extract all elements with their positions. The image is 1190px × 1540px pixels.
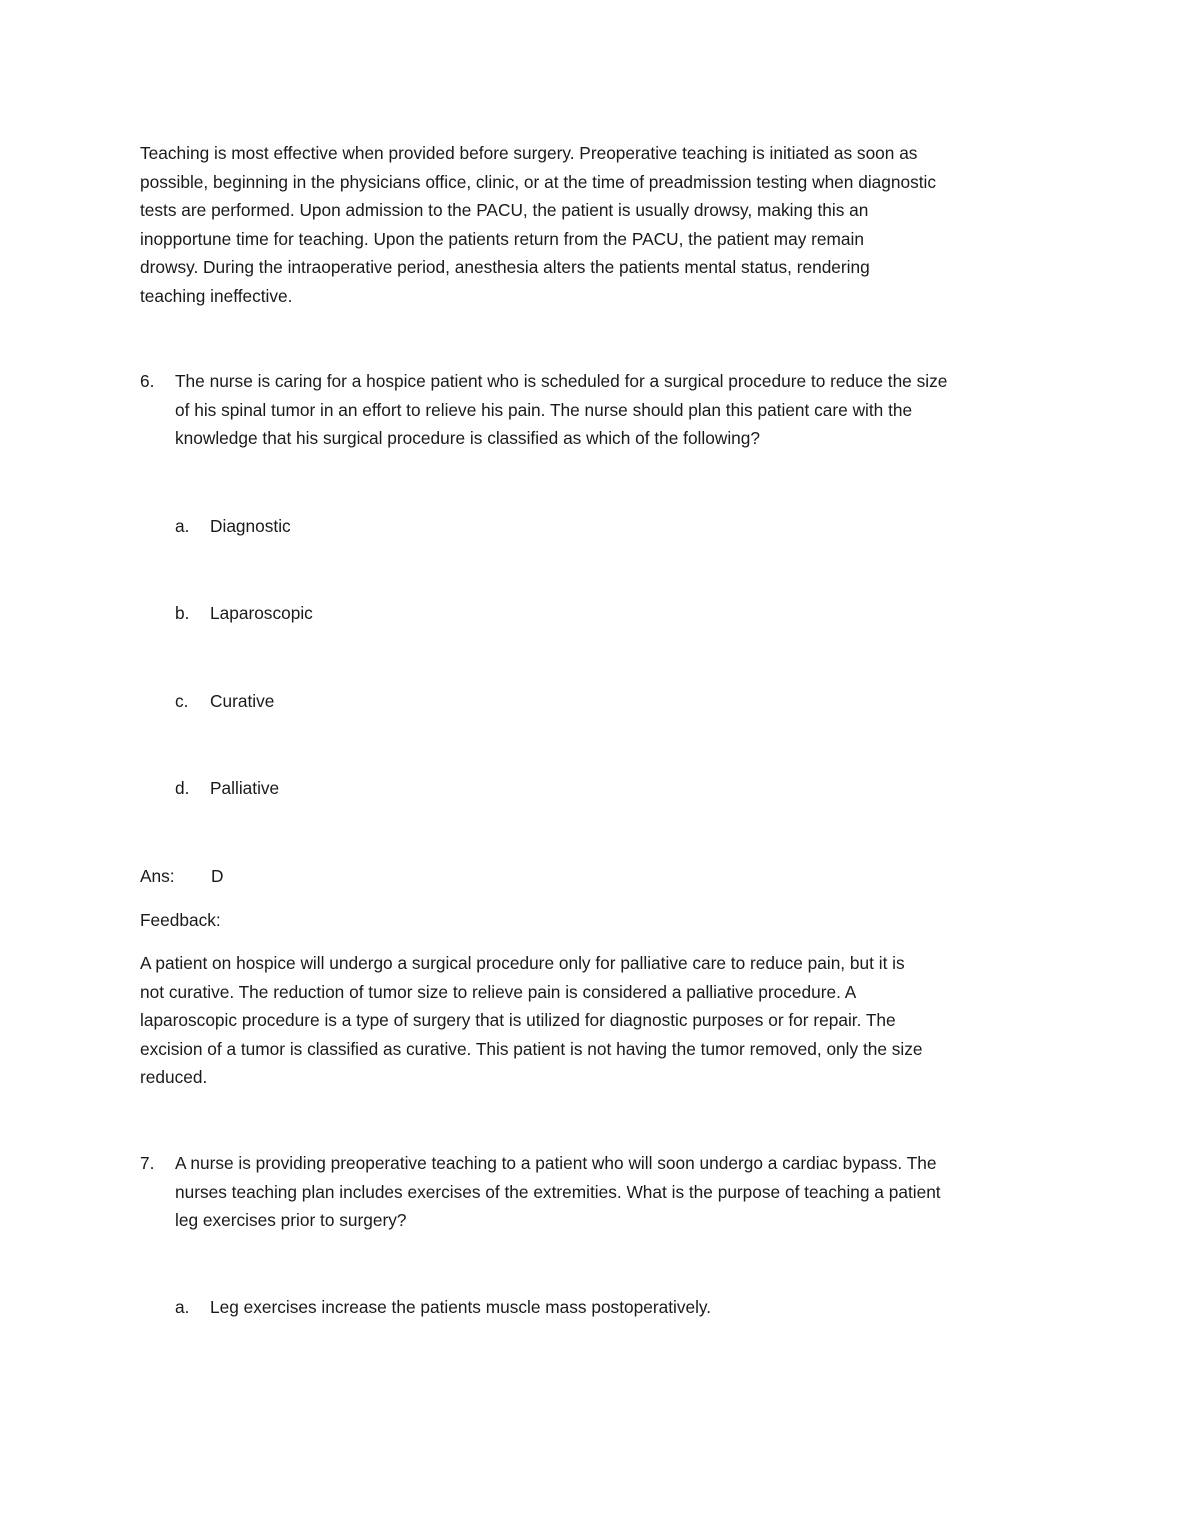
answer-value: D (211, 866, 224, 886)
text-line: laparoscopic procedure is a type of surgery that is utilized for diagnostic purposes or for repair. The (140, 1010, 896, 1030)
option-text: Curative (210, 691, 275, 711)
text-line: tests are performed. Upon admission to the PACU, the patient is usually drowsy, making this an (140, 200, 869, 220)
text-line: The nurse is caring for a hospice patient who is scheduled for a surgical procedure to reduce the size (175, 371, 948, 391)
text-line: inopportune time for teaching. Upon the patients return from the PACU, the patient may remain (140, 228, 864, 249)
option-text: Laparoscopic (210, 603, 313, 623)
feedback-text (140, 949, 923, 1092)
text-line: A patient on hospice will undergo a surgical procedure only for palliative care to reduce pain, but it is (140, 953, 905, 973)
question-text (175, 1149, 941, 1235)
text-line: A nurse is providing preoperative teaching to a patient who will soon undergo a cardiac bypass. The (175, 1153, 937, 1173)
question-number: 6. (140, 371, 155, 391)
text-line: nurses teaching plan includes exercises of the extremities. What is the purpose of teaching a patient (175, 1181, 941, 1202)
intro-paragraph (140, 139, 936, 310)
text-line: drowsy. During the intraoperative period, anesthesia alters the patients mental status, rendering (140, 257, 870, 277)
answer-label: Ans: (140, 866, 175, 886)
question-number: 7. (140, 1153, 155, 1173)
option-letter: a. (175, 1297, 190, 1317)
text-line: leg exercises prior to surgery? (175, 1210, 407, 1230)
option-letter: c. (175, 691, 189, 711)
text-line: reduced. (140, 1067, 208, 1087)
text-line: knowledge that his surgical procedure is classified as which of the following? (175, 428, 760, 448)
option-text: Leg exercises increase the patients muscle mass postoperatively. (210, 1297, 712, 1317)
text-line: not curative. The reduction of tumor size to relieve pain is considered a palliative procedure. A (140, 981, 857, 1002)
option-letter: a. (175, 516, 190, 536)
option-text: Palliative (210, 778, 280, 798)
feedback-label: Feedback: (140, 910, 221, 930)
option-letter: b. (175, 603, 190, 623)
question-text (175, 367, 947, 453)
option-text: Diagnostic (210, 516, 291, 536)
text-line: excision of a tumor is classified as curative. This patient is not having the tumor removed, only the size (140, 1038, 923, 1059)
text-line: of his spinal tumor in an effort to relieve his pain. The nurse should plan this patient care with the (175, 399, 913, 420)
text-line: possible, beginning in the physicians office, clinic, or at the time of preadmission testing when diagnostic (140, 171, 937, 192)
option-letter: d. (175, 778, 190, 798)
text-line: Teaching is most effective when provided before surgery. Preoperative teaching is initiated as soon as (140, 143, 918, 163)
text-line: teaching ineffective. (140, 285, 293, 306)
